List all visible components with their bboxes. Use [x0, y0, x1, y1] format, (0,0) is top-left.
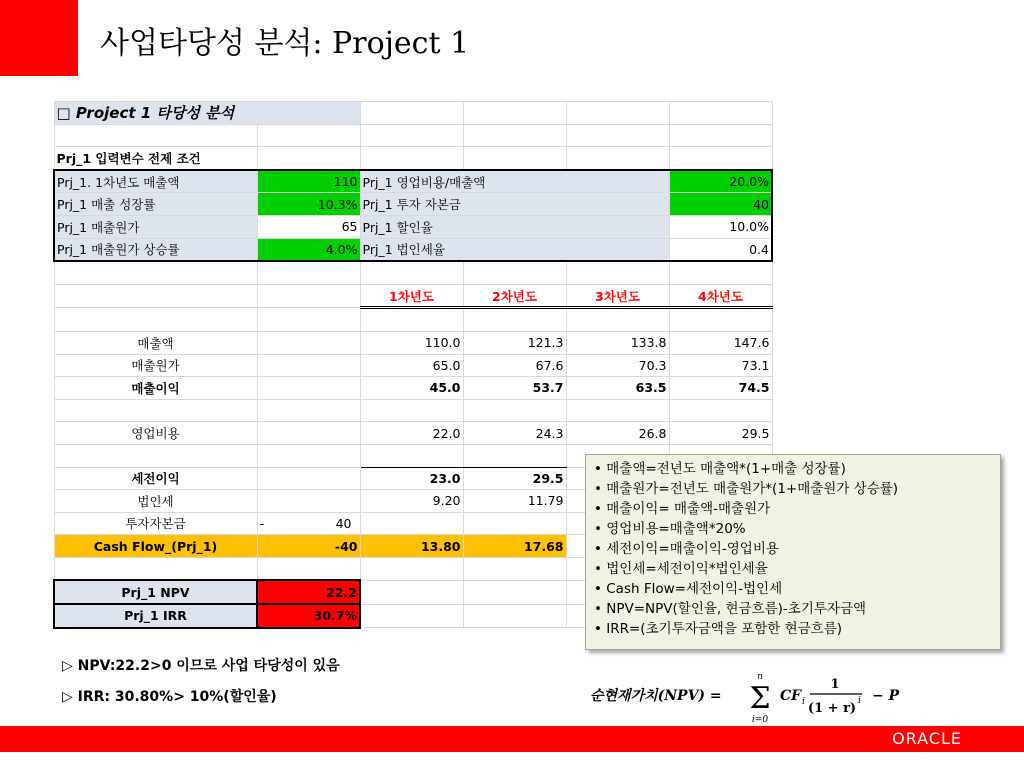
sheet-title: □ Project 1 타당성 분석: [54, 102, 360, 125]
row-label: 세전이익: [54, 467, 257, 490]
npv-value: 22.2: [257, 580, 360, 604]
irr-label: Prj_1 IRR: [54, 604, 257, 628]
conclusion-npv: ▷ NPV:22.2>0 이므로 사업 타당성이 있음: [62, 658, 340, 674]
input-value[interactable]: 0.4: [669, 238, 772, 261]
cell-value: 17.68: [463, 535, 566, 558]
input-value[interactable]: 4.0%: [257, 238, 360, 261]
cell-value: 45.0: [360, 377, 463, 400]
row-label: Cash Flow_(Prj_1): [54, 535, 257, 558]
table-row: [54, 261, 772, 284]
input-label: Prj_1 법인세율: [360, 238, 669, 261]
minus-sign: -: [259, 515, 265, 531]
cell-value: 110.0: [360, 331, 463, 354]
irr-value: 30.7%: [257, 604, 360, 628]
gross-profit-row: [54, 377, 772, 400]
formula-numerator: 1: [830, 677, 840, 692]
cell-value: [257, 512, 360, 535]
oracle-logo: ORACLE: [892, 729, 962, 748]
cell-value: 26.8: [566, 422, 669, 445]
cell-value: 67.6: [463, 354, 566, 377]
note-line: • IRR=(초기투자금액을 포함한 현금흐름): [594, 621, 842, 637]
note-line: • 법인세=세전이익*법인세율: [594, 561, 768, 577]
input-row: [54, 215, 772, 238]
input-label: Prj_1 매출 성장률: [54, 193, 257, 216]
conclusion-irr: ▷ IRR: 30.80%> 10%(할인율): [62, 689, 277, 705]
input-row: [54, 193, 772, 216]
input-label: Prj_1 영업비용/매출액: [360, 170, 669, 193]
row-label: 매출액: [54, 331, 257, 354]
cell-value: 73.1: [669, 354, 772, 377]
table-row: [54, 124, 772, 147]
year-header-row: [54, 284, 772, 308]
note-line: • 세전이익=매출이익-영업비용: [594, 541, 779, 557]
note-line: • 매출이익= 매출액-매출원가: [594, 501, 771, 517]
input-value[interactable]: 20.0%: [669, 170, 772, 193]
formula-notes-box: [585, 454, 1001, 650]
formula-cf-sub: i: [802, 697, 805, 707]
cell-value: 70.3: [566, 354, 669, 377]
brand-red-square: [0, 0, 78, 76]
input-label: Prj_1 매출원가 상승률: [54, 238, 257, 261]
input-value[interactable]: 110: [257, 170, 360, 193]
formula-lhs: 순현재가치(NPV) =: [590, 688, 722, 704]
note-line: • NPV=NPV(할인율, 현금흐름)-초기투자금액: [594, 601, 867, 617]
input-label: Prj_1 할인율: [360, 215, 669, 238]
input-label: Prj_1 매출원가: [54, 215, 257, 238]
row-label: 영업비용: [54, 422, 257, 445]
formula-denominator: (1 + r): [807, 701, 857, 716]
row-label: 매출이익: [54, 377, 257, 400]
npv-label: Prj_1 NPV: [54, 580, 257, 604]
cell-value: 53.7: [463, 377, 566, 400]
row-label: 매출원가: [54, 354, 257, 377]
cell-value: 9.20: [360, 490, 463, 513]
cell-value: 121.3: [463, 331, 566, 354]
year-header: 4차년도: [669, 284, 772, 308]
note-line: • 매출원가=전년도 매출원가*(1+매출원가 상승률): [594, 481, 899, 497]
npv-formula: [590, 668, 910, 726]
cell-value: 24.3: [463, 422, 566, 445]
note-line: • 매출액=전년도 매출액*(1+매출 성장률): [594, 461, 846, 477]
input-value[interactable]: 65: [257, 215, 360, 238]
cell-value: 13.80: [360, 535, 463, 558]
sigma-icon: Σ: [749, 681, 771, 716]
row-label: 투자자본금: [54, 512, 257, 535]
cell-value: 63.5: [566, 377, 669, 400]
cell-value: 65.0: [360, 354, 463, 377]
cogs-row: [54, 354, 772, 377]
input-value[interactable]: 10.0%: [669, 215, 772, 238]
section-heading: Prj_1 입력변수 전제 조건: [54, 147, 257, 170]
formula-tail: − P: [872, 688, 900, 704]
table-row: [54, 399, 772, 422]
note-line: • Cash Flow=세전이익-법인세: [594, 581, 783, 597]
note-line: • 영업비용=매출액*20%: [594, 521, 746, 537]
table-row: [54, 308, 772, 332]
formula-exponent: i: [858, 696, 861, 706]
input-label: Prj_1. 1차년도 매출액: [54, 170, 257, 193]
cell-value: 133.8: [566, 331, 669, 354]
cell-value: 74.5: [669, 377, 772, 400]
cell-value: 22.0: [360, 422, 463, 445]
input-value[interactable]: 10.3%: [257, 193, 360, 216]
input-label: Prj_1 투자 자본금: [360, 193, 669, 216]
table-row: [54, 147, 772, 170]
slide-title: 사업타당성 분석: Project 1: [100, 26, 470, 61]
formula-cf: CF: [780, 688, 802, 704]
sum-upper: n: [757, 672, 763, 682]
footer-bar: [0, 726, 1024, 752]
cell-value: 29.5: [669, 422, 772, 445]
input-row: [54, 238, 772, 261]
row-label: 법인세: [54, 490, 257, 513]
year-header: 1차년도: [360, 284, 463, 308]
cell-value: 11.79: [463, 490, 566, 513]
cell-value: 23.0: [360, 467, 463, 490]
cell-value: -40: [257, 535, 360, 558]
input-row: [54, 170, 772, 193]
year-header: 2차년도: [463, 284, 566, 308]
opex-row: [54, 422, 772, 445]
cell-value: 147.6: [669, 331, 772, 354]
cell-value: 29.5: [463, 467, 566, 490]
investment-value: 40: [335, 515, 352, 531]
input-value[interactable]: 40: [669, 193, 772, 216]
year-header: 3차년도: [566, 284, 669, 308]
revenue-row: [54, 331, 772, 354]
sum-lower: i=0: [751, 715, 769, 725]
table-row: [54, 102, 772, 125]
